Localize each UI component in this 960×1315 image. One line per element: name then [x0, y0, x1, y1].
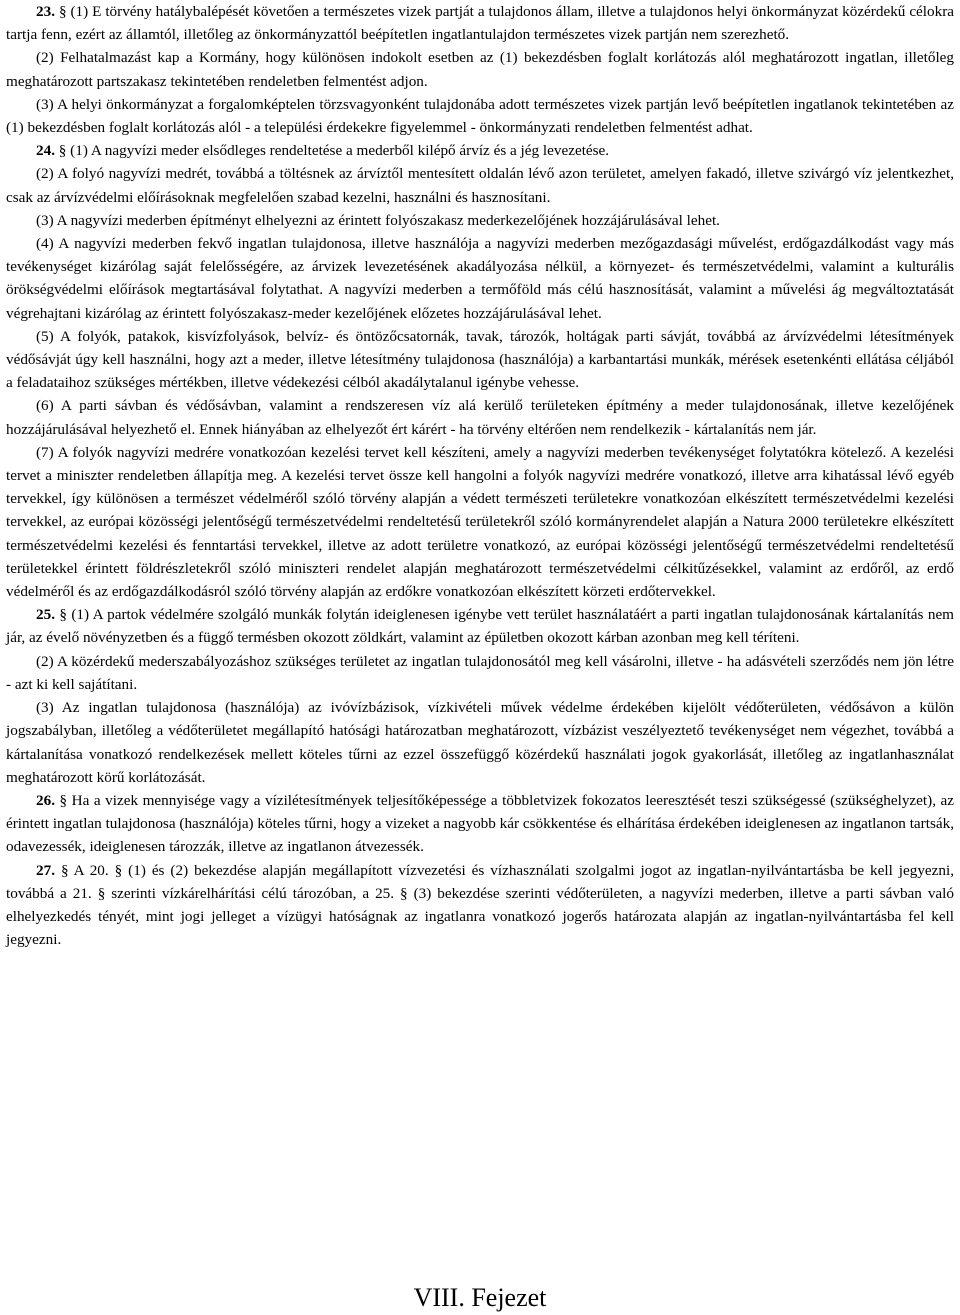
paragraph: [6, 603, 954, 649]
paragraph-text: (5) A folyók, patakok, kisvízfolyások, belvíz- és öntözőcsatornák, tavak, tározók, holtágak parti sávját, továbbá az árvízvédelmi létesítmények védősávját úgy kell használni, hogy azt a meder, illetve létesítmény tulajdonosa (használója) a karbantartási munkák, mérések esetenkénti ellátása céljából a feladataihoz szükséges mértékben, illetve védekezési célból akadálytalanul igénybe vehesse.: [6, 327, 954, 392]
paragraph-list: [6, 0, 954, 951]
paragraph: [6, 209, 954, 232]
paragraph: [6, 696, 954, 789]
paragraph: [6, 139, 954, 162]
paragraph-text: (2) Felhatalmazást kap a Kormány, hogy különösen indokolt esetben az (1) bekezdésben foglalt korlátozás alól meghatározott ingatlan, illetőleg meghatározott partszakasz tekintetében rendeletben felmentést adjon.: [6, 49, 954, 90]
paragraph: [6, 232, 954, 325]
paragraph-text: (2) A folyó nagyvízi medrét, továbbá a töltésnek az árvíztől mentesített oldalán lévő azon területet, amelyen fakadó, illetve szivárgó víz jelentkezhet, csak az árvízvédelmi előírásoknak megfelelően szabad kezelni, használni és hasznosítani.: [6, 165, 954, 206]
paragraph-text: (7) A folyók nagyvízi medrére vonatkozóan kezelési tervet kell készíteni, amely a nagyvízi mederben tevékenységet folytatókra kötelező. A kezelési tervet a miniszter rendeletben állapítja meg. A kezelési tervet össze kell hangolni a folyók nagyvízi medrére vonatkozó, illetve arra kihatással lévő egyéb tervekkel, így különösen a természet védelméről szóló törvény alapján a védett természeti területekre vonatkozóan elkészített természetvédelmi kezelési tervekkel, az európai közösségi jelentőségű természetvédelmi rendeltetésű területekről szóló kormányrendelet alapján a Natura 2000 területekre elkészített természetvédelmi kezelési és fenntartási tervekkel, illetve az adott területre vonatkozó, az európai közösségi jelentőségű természetvédelmi rendeltetésű területekkel érintett földrészletekről szóló miniszteri rendelet alapján meghatározott természetvédelmi célkitűzésekkel, valamint az erdőről, az erdő védelméről és az erdőgazdálkodásról szóló törvény alapján az erdőkre vonatkozóan elkészített körzeti erdőtervekkel.: [6, 443, 954, 601]
paragraph-text: (3) A nagyvízi mederben építményt elhelyezni az érintett folyószakasz mederkezelőjének hozzájárulásával lehet.: [36, 211, 720, 229]
paragraph: [6, 394, 954, 440]
section-number: 23.: [36, 3, 55, 20]
paragraph: [6, 789, 954, 859]
paragraph-text: § Ha a vizek mennyisége vagy a vízilétesítmények teljesítőképessége a többletvizek fokozatos leeresztését teszi szükségessé (szükséghelyzet), az érintett ingatlan tulajdonosa (használója) köteles tűrni, hogy a vizeket a nagyobb kár csökkentése és elhárítása érdekében ideiglenesen az ingatlanon tartsák, odavezessék, ideiglenesen tározzák, illetve az ingatlanon átvezessék.: [6, 791, 955, 856]
paragraph-text: § (1) A nagyvízi meder elsődleges rendeltetése a mederből kilépő árvíz és a jég levezetése.: [58, 142, 610, 160]
chapter-heading: VIII. Fejezet: [413, 1283, 547, 1312]
section-number: 24.: [36, 142, 55, 160]
section-number: 25.: [36, 606, 55, 624]
paragraph-text: (2) A közérdekű mederszabályozáshoz szükséges területet az ingatlan tulajdonosától meg kell vásárolni, illetve - ha adásvételi szerződés nem jön létre - azt ki kell sajátítani.: [6, 652, 954, 693]
paragraph: [6, 0, 954, 46]
paragraph-text: (3) A helyi önkormányzat a forgalomképtelen törzsvagyonként tulajdonába adott természetes vizek partján levő beépítetlen ingatlanok tekintetében az (1) bekezdésben foglalt korlátozás alól - a települési érdekekre figyelemmel - önkormányzati rendeletben felmentést adhat.: [6, 95, 954, 137]
paragraph-text: § (1) A partok védelmére szolgáló munkák folytán ideiglenesen igénybe vett terület használatáért a parti ingatlan tulajdonosának kártalanítás nem jár, az évelő növényzetben és a függő termésben okozott zöldkárt, valamint az épületben okozott kárban azonban meg kell téríteni.: [6, 606, 954, 647]
section-number: 26.: [36, 791, 55, 809]
paragraph-text: (3) Az ingatlan tulajdonosa (használója) az ivóvízbázisok, vízkivételi művek védelme érdekében kijelölt védőterületen, védősávon a külön jogszabályban, illetőleg a védőterületet megállapító hatósági határozatban meghatározott, vízbázist veszélyeztető tevékenységet nem végezhet, továbbá a kártalanítása vonatkozó rendelkezések mellett köteles tűrni az ezzel összefüggő közérdekű használati jogok gyakorlását, illetőleg az ingatlanhasználat meghatározott körű korlátozását.: [6, 699, 954, 786]
paragraph: [6, 162, 954, 208]
paragraph: [6, 859, 954, 952]
paragraph-text: § A 20. § (1) és (2) bekezdése alapján megállapított vízvezetési és vízhasználati szolgalmi jogot az ingatlan-nyilvántartásba be kell jegyezni, továbbá a 21. § szerinti vízkárelhárítási célú tározóban, a 25. § (3) bekezdése szerinti védőterületen, a nagyvízi mederben, illetve a parti sávban való elhelyezkedés tényét, mint jogi jelleget a vízügyi hatóságnak az ingatlanra vonatkozó jogerős határozata alapján az ingatlan-nyilvántartásba fel kell jegyezni.: [6, 861, 954, 949]
paragraph: [6, 93, 954, 139]
paragraph: [6, 325, 954, 395]
paragraph-text: § (1) E törvény hatálybalépését követően a természetes vizek partját a tulajdonos állam, illetve a tulajdonos helyi önkormányzat közérdekű célokra tartja fenn, ezért az államtól, illetőleg az önkormányzattól beépítetlen ingatlantulajdon természetes vizek partján nem szerezhető.: [6, 3, 955, 44]
paragraph: [6, 650, 954, 696]
paragraph-text: (4) A nagyvízi mederben fekvő ingatlan tulajdonosa, illetve használója a nagyvízi mederben mezőgazdasági művelést, erdőgazdálkodást vagy más tevékenységet kizárólag saját felelősségére, az árvizek levezetésének akadályozása nélkül, a környezet- és természetvédelmi, valamint a kulturális örökségvédelmi előírások megtartásával folytathat. A nagyvízi mederben a termőföld más célú hasznosítását, valamint a művelési ág megváltoztatását végrehajtani kizárólag az érintett folyószakasz-meder kezelőjének előzetes hozzájárulásával lehet.: [6, 235, 954, 322]
paragraph: [6, 46, 954, 92]
paragraph-text: (6) A parti sávban és védősávban, valamint a rendszeresen víz alá kerülő területeken építmény a meder tulajdonosának, illetve kezelőjének hozzájárulásával helyezhető el. Ennek hiányában az elhelyezőt ért kárért - ha törvény eltérően nem rendelkezik - kártalanítás nem jár.: [6, 397, 954, 438]
paragraph: [6, 441, 954, 603]
section-number: 27.: [36, 861, 55, 879]
